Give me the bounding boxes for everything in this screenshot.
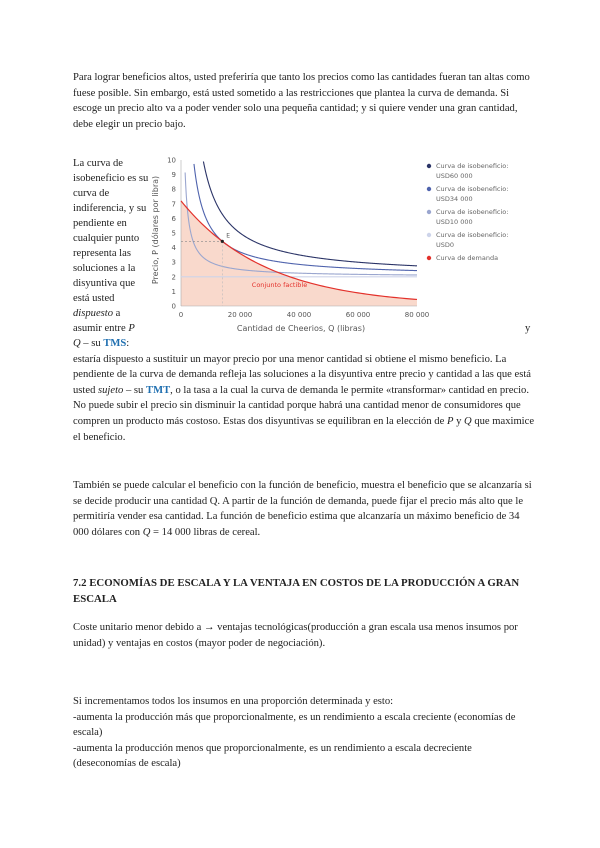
var-q: Q (464, 415, 472, 427)
feasible-set-area (181, 201, 417, 306)
returns-to-scale-list (73, 694, 533, 772)
legend-marker (427, 164, 431, 168)
unit-cost-paragraph: Coste unitario menor debido a → ventajas tecnológicas(producción a gran escala usa menos insumos por unidad) y ventajas en costos (mayor poder de negociación). (73, 622, 518, 649)
side-text: La curva de isobeneficio es su curva de indiferencia, y su pendiente en cualquier punto representa las soluciones a la disyuntiva que está usted (73, 158, 149, 304)
legend-label: Curva de demanda (436, 254, 499, 262)
dash: – su (80, 338, 104, 349)
point-e (221, 240, 224, 243)
t: = 14 000 libras de cereal. (150, 526, 261, 538)
legend-marker (427, 256, 431, 260)
x-tick-label: 20 000 (227, 311, 253, 319)
y-tick-label: 9 (171, 171, 176, 180)
tmt-link[interactable]: TMT (146, 384, 171, 396)
y-tick-label: 0 (171, 302, 176, 311)
var-p: P (446, 415, 454, 427)
list-item: -aumenta la producción menos que proporcionalmente, es un rendimiento a escala decreciente (deseconomías de escala) (73, 742, 472, 770)
legend-label: USD0 (436, 241, 455, 249)
x-tick-label: 60 000 (345, 311, 371, 319)
side-note (73, 152, 149, 336)
legend-label: USD60 000 (436, 172, 473, 180)
x-tick-label: 0 (178, 311, 184, 319)
side-em: dispuesto (73, 308, 114, 319)
side-y: y (525, 323, 531, 334)
legend-marker (427, 233, 431, 237)
y-tick-label: 6 (171, 214, 176, 223)
y-tick-label: 1 (171, 287, 176, 296)
list-intro: Si incrementamos todos los insumos en una proporción determinada y esto: (73, 696, 394, 707)
y-axis-label: Precio, P (dólares por libra) (151, 175, 160, 285)
y-tick-label: 10 (167, 156, 176, 165)
legend-marker (427, 187, 431, 191)
legend-label: Curva de isobeneficio: (436, 162, 509, 170)
t: que maximice el beneficio. (73, 415, 535, 443)
x-axis-label: Cantidad de Cheerios, Q (libras) (236, 324, 366, 333)
var-q: Q (142, 526, 151, 538)
y-tick-label: 5 (171, 229, 176, 238)
legend-label: Curva de isobeneficio: (436, 231, 509, 239)
var-p: P (128, 323, 135, 334)
tradeoff-paragraph (73, 352, 535, 446)
t: y (453, 415, 465, 427)
t: – su (123, 384, 146, 396)
feasible-set-label: Conjunto factible (251, 281, 308, 290)
chart-section (73, 150, 535, 445)
chart-row (73, 150, 535, 336)
legend-marker (427, 210, 431, 214)
tms-link[interactable]: TMS (103, 338, 127, 349)
t: , o la tasa a la cual la curva de demanda le permite «transformar» cantidad en precio. No puede subir el precio sin disminuir la cantidad porque habrá una cantidad menor de consumidores que compren un producto más costoso. Estas dos disyuntivas se equilibran en la elección de (73, 384, 529, 427)
y-tick-label: 3 (171, 258, 176, 267)
point-e-label: E (226, 232, 231, 240)
y-tick-label: 7 (171, 200, 176, 209)
legend-label: Curva de isobeneficio: (436, 208, 509, 216)
var-q: Q (73, 338, 81, 349)
legend-label: USD10 000 (436, 218, 473, 226)
y-tick-label: 2 (171, 273, 176, 282)
side-text-2: a asumir entre (73, 308, 129, 334)
colon: : (126, 338, 130, 349)
t: estaría dispuesto a sustituir un mayor precio por una menor cantidad si obtiene el mismo beneficio. La pendiente de la curva de demanda refleja las soluciones a la disyuntiva entre precio y cantidad a las que está usted (73, 353, 531, 396)
profit-function-paragraph (73, 478, 533, 540)
y-tick-label: 4 (171, 244, 176, 253)
legend-label: Curva de isobeneficio: (436, 185, 509, 193)
legend-label: USD34 000 (436, 195, 473, 203)
tms-line (73, 336, 535, 352)
y-tick-label: 8 (171, 185, 176, 194)
list-item: -aumenta la producción más que proporcionalmente, es un rendimiento a escala creciente (economías de escala) (73, 711, 516, 739)
isoprofit-chart (149, 150, 521, 336)
t: También se puede calcular el beneficio con la función de beneficio, muestra el beneficio que se alcanzaría si se decide producir una cantidad Q. A partir de la función de demanda, puede fijar el precio más alto que le permitiría vender esa cantidad. La función de beneficio estima que alcanzaría un máximo beneficio de 34 000 dólares con (73, 480, 532, 538)
em: sujeto (98, 384, 124, 396)
intro-paragraph: Para lograr beneficios altos, usted preferiría que tanto los precios como las cantidades fueran tan altas como fuese posible. Sin embargo, está usted sometido a las restricciones que plantea la curva de demanda. Si escoge un precio alto va a poder vender solo una pequeña cantidad; y si quiere vender una gran cantidad, debe elegir un precio bajo. (73, 72, 530, 130)
section-heading: 7.2 ECONOMÍAS DE ESCALA Y LA VENTAJA EN COSTOS DE LA PRODUCCIÓN A GRAN ESCALA (73, 577, 520, 605)
x-tick-label: 80 000 (404, 311, 430, 319)
x-tick-label: 40 000 (286, 311, 312, 319)
